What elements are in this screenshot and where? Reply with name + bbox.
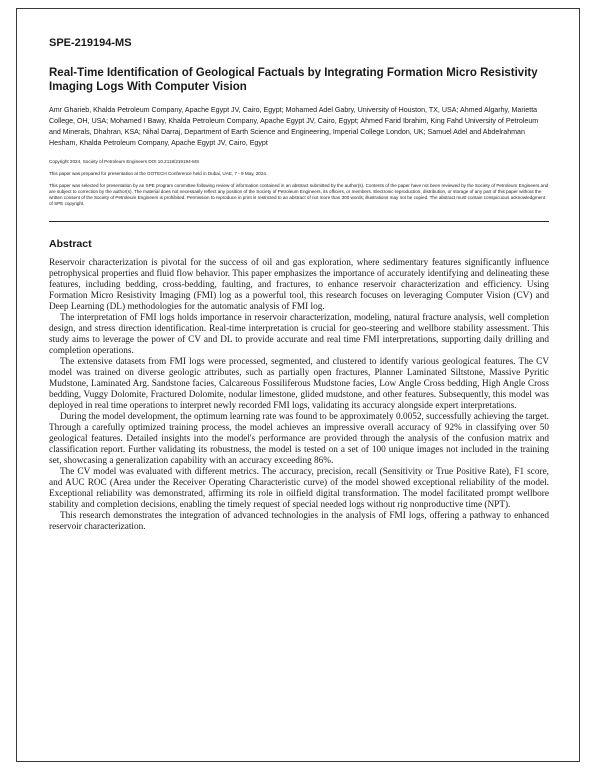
paper-content <box>49 37 549 533</box>
abstract-paragraph: The CV model was evaluated with different metrics. The accuracy, precision, recall (Sensitivity or True Positive Rate), F1 score, and AUC ROC (Area under the Receiver Operating Characteristic curve) of the model showed exceptional reliability of the model. Exceptional reliability was demonstrated, affirming its role in oilfield digital transformation. The model facilitated prompt wellbore stability and completion decisions, enabling the timely request of special needed logs without rig nonproductive time (NPT). <box>49 467 549 510</box>
paper-page <box>16 8 580 762</box>
abstract-paragraph: Reservoir characterization is pivotal for the success of oil and gas exploration, where sedimentary features significantly influence petrophysical properties and fluid flow behavior. This paper emphasizes the importance of accurately identifying and delineating these features, including bedding, cross-bedding, faulting, and fractures, to enhance reservoir characterization and efficiency. Using Formation Micro Resistivity Imaging (FMI) log as a powerful tool, this research focuses on leveraging Computer Vision (CV) and Deep Learning (DL) methodologies for the automatic analysis of FMI log. <box>49 258 549 312</box>
author-list: Amr Gharieb, Khalda Petroleum Company, Apache Egypt JV, Cairo, Egypt; Mohamed Adel Gabry, University of Houston, TX, USA; Ahmed Algarhy, Marietta College, OH, USA; Mohamed I Bawy, Khalda Petroleum Company, Apache Egypt JV, Cairo, Egypt; Ahmed Farid Ibrahim, King Fahd University of Petroleum and Minerals, Dhahran, KSA; Nihal Darraj, Department of Earth Science and Engineering, Imperial College London, UK; Samuel Adel and Abdelrahman Hesham, Khalda Petroleum Company, Apache Egypt JV, Cairo, Egypt <box>49 106 539 147</box>
abstract-paragraph: The interpretation of FMI logs holds importance in reservoir characterization, modeling, natural fracture analysis, well completion design, and stress direction identification. Real-time interpretation is crucial for geo-steering and wellbore stability assessment. This study aims to leverage the power of CV and DL to provide accurate and real time FMI interpretations, supporting daily drilling and completion operations. <box>49 313 549 356</box>
abstract-paragraph: During the model development, the optimum learning rate was found to be approximately 0.0052, successfully achieving the target. Through a carefully optimized training process, the model achieves an impressive overall accuracy of 92% in classifying over 50 geological features. Detailed insights into the model's performance are provided through the analysis of the confusion matrix and classification report. Further validating its robustness, the model is tested on a set of 100 unique images not included in the training set, showcasing a generalization capability with an accuracy exceeding 86%. <box>49 412 549 466</box>
paper-id: SPE-219194-MS <box>49 37 132 49</box>
paper-title: Real-Time Identification of Geological Factuals by Integrating Formation Micro Resistivity Imaging Logs With Computer Vision <box>49 67 538 93</box>
spe-notice: This paper was selected for presentation by an SPE program committee following review of information contained in an abstract submitted by the author(s). Contents of the paper have not been reviewed by the Society of Petroleum Engineers and are subject to correction by the author(s). The material does not necessarily reflect any position of the Society of Petroleum Engineers, its officers, or members. Electronic reproduction, distribution, or storage of any part of this paper without the written consent of the Society of Petroleum Engineers is prohibited. Permission to reproduce in print is restricted to an abstract of not more than 300 words; illustrations may not be copied. The abstract must contain conspicuous acknowledgment of SPE copyright. <box>49 183 549 206</box>
abstract-paragraph: This research demonstrates the integration of advanced technologies in the analysis of FMI logs, offering a pathway to enhanced reservoir characterization. <box>49 511 549 532</box>
abstract-heading: Abstract <box>49 238 92 250</box>
section-divider <box>49 221 549 222</box>
copyright-line: Copyright 2024, Society of Petroleum Engineers DOI 10.2118/219194-MS <box>49 159 200 164</box>
abstract-paragraph: The extensive datasets from FMI logs were processed, segmented, and clustered to identify various geological features. The CV model was trained on diverse geologic attributes, such as partially open fractures, Planner Laminated Siltstone, Massive Pyritic Mudstone, Laminated Arg. Sandstone facies, Calcareous Fossiliferous Mudstone facies, Low Angle Cross bedding, High Angle Cross bedding, Vuggy Dolomite, Fractured Dolomite, nodular limestone, glided mudstone, and other features. Subsequently, this model was deployed in real time operations to interpret newly recorded FMI logs, validating its accuracy alongside expert interpretations. <box>49 357 549 411</box>
conference-line: This paper was prepared for presentation at the GOTECH Conference held in Dubai, UAE, 7 - 9 May, 2024. <box>49 171 268 176</box>
